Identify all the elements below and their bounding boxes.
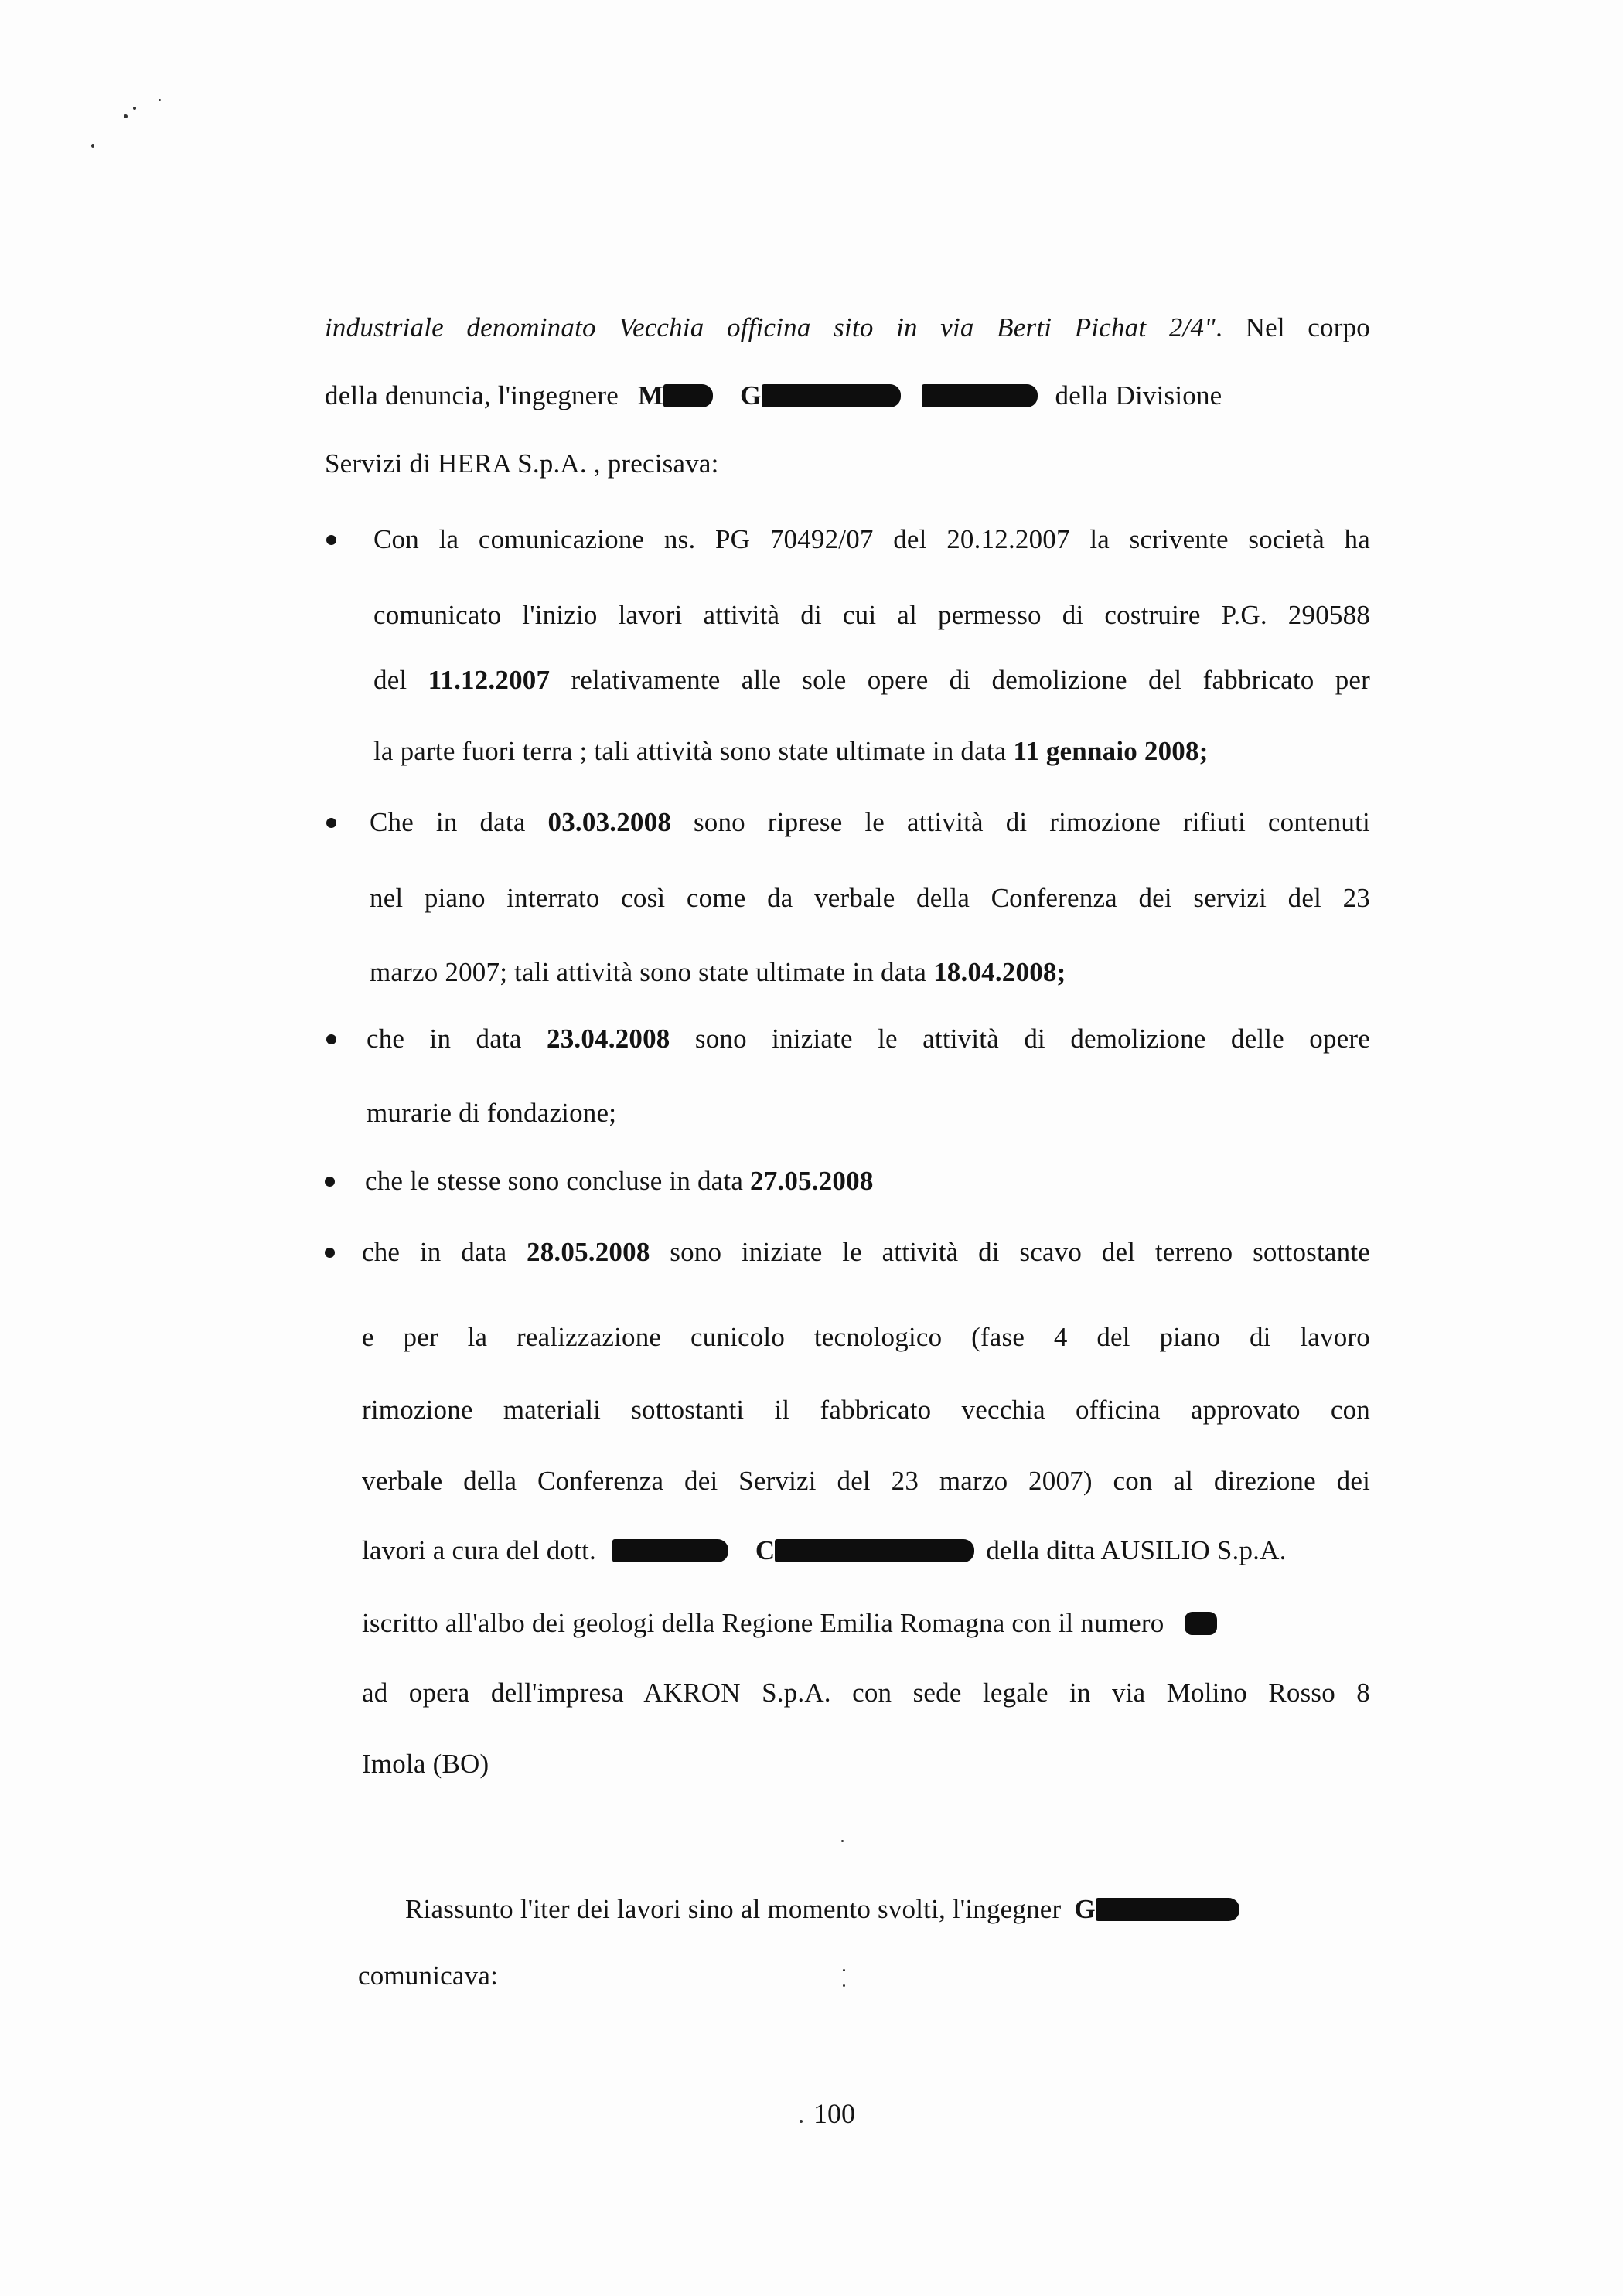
bullet-line (362, 1606, 1370, 1640)
bullet-line (367, 1022, 1370, 1056)
text-run: del (373, 665, 407, 695)
text-run: della denuncia, l'ingegnere (325, 380, 619, 410)
bullet-line: verbale della Conferenza dei Servizi del 23 marzo 2007) con al direzione dei (362, 1466, 1370, 1496)
redaction-bar (762, 384, 901, 407)
page-number: 100 (813, 2098, 855, 2129)
bullet-line (362, 1534, 1370, 1568)
bullet-dot (326, 1034, 336, 1044)
bullet-line (373, 734, 1209, 768)
bullet-line: murarie di fondazione; (367, 1098, 617, 1128)
italic-quote: industriale denominato Vecchia officina sito in via Berti Pichat 2/4" (325, 312, 1216, 342)
text-run: sono iniziate le attività di demolizione delle opere (694, 1024, 1370, 1054)
text-run: iscritto all'albo dei geologi della Regione Emilia Romagna con il numero (362, 1608, 1164, 1638)
date-bold: 11 gennaio 2008; (1013, 736, 1209, 766)
bullet-dot (325, 1177, 335, 1187)
date-bold: 23.04.2008 (547, 1024, 670, 1054)
bullet-line (370, 806, 1370, 840)
bullet-line: ad opera dell'impresa AKRON S.p.A. con sede legale in via Molino Rosso 8 (362, 1678, 1370, 1708)
scan-speck (843, 1969, 845, 1971)
text-run: della Divisione (1055, 380, 1222, 410)
date-bold: 18.04.2008; (933, 957, 1066, 987)
redaction-bar (922, 384, 1038, 407)
redaction-bar (1096, 1898, 1239, 1921)
redaction-bar (1185, 1612, 1217, 1635)
scan-speck (800, 2120, 803, 2123)
paragraph-line (405, 1892, 1370, 1926)
redacted-initial: C (755, 1535, 776, 1565)
scan-speck (124, 114, 128, 118)
bullet-line: comunicato l'inizio lavori attività di cui al permesso di costruire P.G. 290588 (373, 600, 1370, 630)
bullet-line: e per la realizzazione cunicolo tecnologico (fase 4 del piano di lavoro (362, 1322, 1370, 1352)
bullet-line (373, 663, 1370, 697)
bullet-dot (326, 535, 336, 545)
date-bold: 03.03.2008 (547, 807, 672, 837)
text-run: Riassunto l'iter dei lavori sino al momento svolti, l'ingegner (405, 1894, 1062, 1924)
redacted-initial: G (740, 380, 762, 410)
scan-speck (133, 107, 136, 110)
redaction-bar (612, 1539, 728, 1562)
paragraph-line: Servizi di HERA S.p.A. , precisava: (325, 448, 719, 479)
scan-speck (91, 144, 94, 148)
bullet-line (365, 1164, 874, 1198)
redaction-bar (663, 384, 713, 407)
text-run: sono riprese le attività di rimozione rifiuti contenuti (693, 807, 1370, 837)
text-run: che in data (367, 1024, 522, 1054)
scan-speck (159, 99, 161, 101)
date-bold: 11.12.2007 (428, 665, 551, 695)
scan-speck (843, 1984, 845, 1987)
text-run: della ditta AUSILIO S.p.A. (986, 1535, 1287, 1565)
text-run: che le stesse sono concluse in data (365, 1166, 744, 1196)
text-run: Che in data (370, 807, 526, 837)
text-run: la parte fuori terra ; tali attività sono state ultimate in data (373, 736, 1007, 766)
text-run: relativamente alle sole opere di demolizione del fabbricato per (571, 665, 1370, 695)
bullet-line: Imola (BO) (362, 1749, 489, 1779)
paragraph-line: comunicava: (358, 1960, 499, 1991)
redacted-initial: G (1074, 1894, 1096, 1924)
bullet-line: rimozione materiali sottostanti il fabbricato vecchia officina approvato con (362, 1395, 1370, 1425)
text-run: marzo 2007; tali attività sono state ultimate in data (370, 957, 927, 987)
date-bold: 28.05.2008 (527, 1237, 650, 1267)
text-run: lavori a cura del dott. (362, 1535, 596, 1565)
redacted-initial: M (637, 380, 664, 410)
bullet-line: Con la comunicazione ns. PG 70492/07 del 20.12.2007 la scrivente società ha (373, 524, 1370, 554)
bullet-dot (325, 1248, 335, 1258)
paragraph-line (325, 379, 1370, 413)
text-run: sono iniziate le attività di scavo del terreno sottostante (670, 1237, 1370, 1267)
bullet-line (370, 956, 1066, 990)
text-run: . Nel corpo (1216, 312, 1370, 342)
date-bold: 27.05.2008 (750, 1166, 874, 1196)
text-run: che in data (362, 1237, 507, 1267)
paragraph-line (325, 311, 1370, 345)
bullet-dot (326, 818, 336, 828)
redaction-bar (775, 1539, 974, 1562)
scan-speck (841, 1840, 844, 1842)
bullet-line (362, 1235, 1370, 1269)
bullet-line: nel piano interrato così come da verbale della Conferenza dei servizi del 23 (370, 883, 1370, 913)
